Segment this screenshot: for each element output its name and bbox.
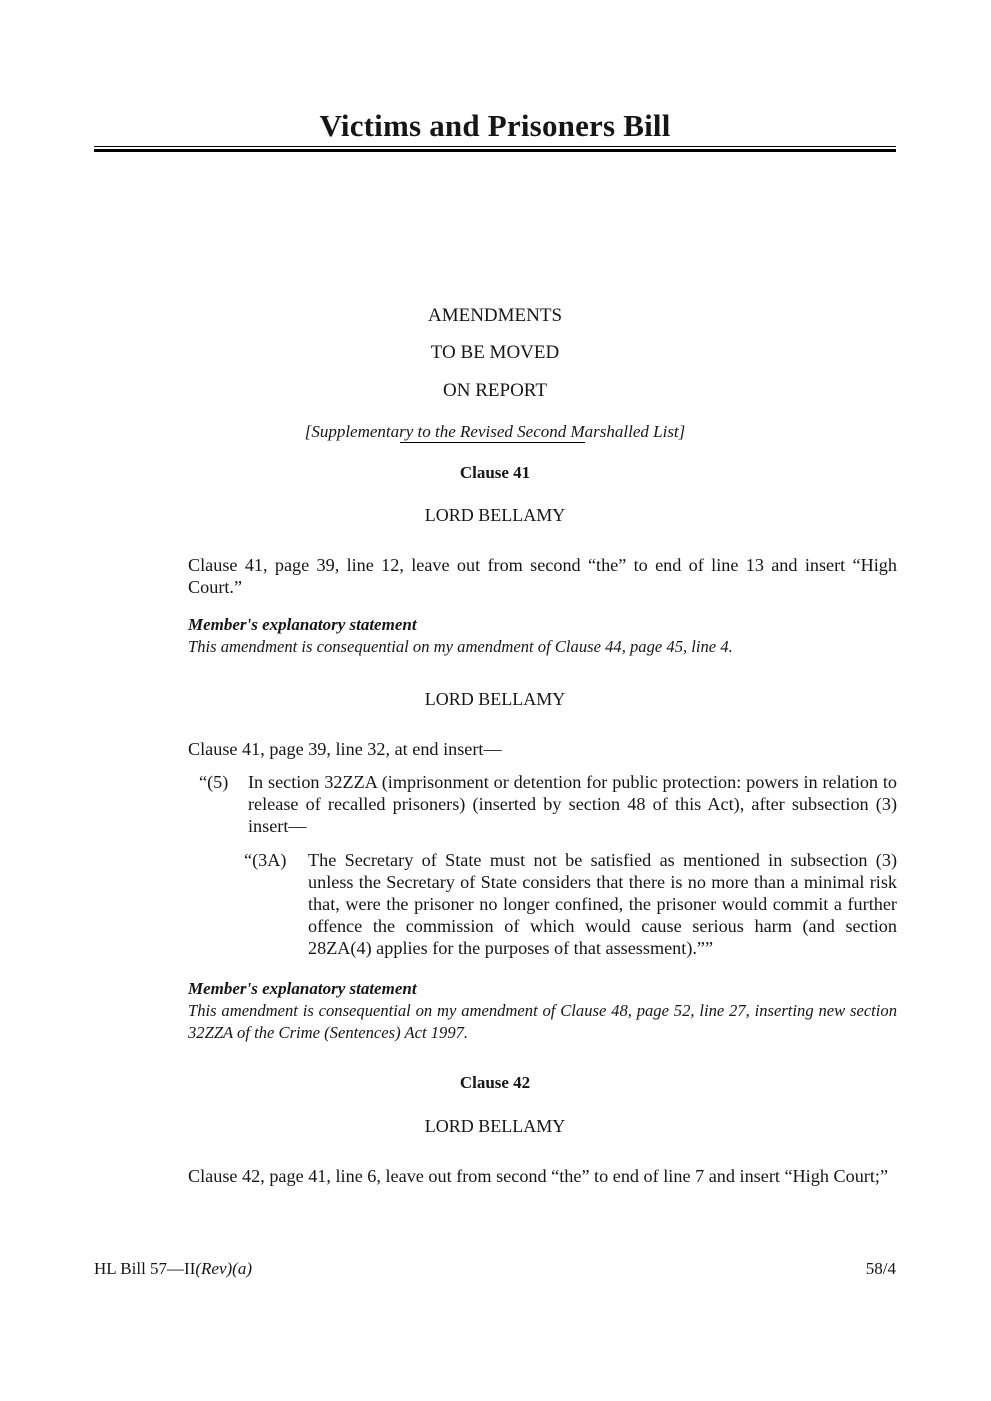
- explanatory-statement-text: This amendment is consequential on my amendment of Clause 44, page 45, line 4.: [188, 637, 733, 656]
- amendment-text: Clause 41, page 39, line 32, at end insert—: [188, 739, 502, 759]
- intro-on-report: ON REPORT: [443, 380, 547, 401]
- footer-bill-reference: [94, 1258, 252, 1280]
- subsection-body: The Secretary of State must not be satisfied as mentioned in subsection (3) unless the Secretary of State considers that there is no more than a minimal risk that, were the prisoner no longer confined, the prisoner would commit a further offence the commission of which would cause serious harm (and section 28ZA(4) applies for the purposes of that assessment).””: [308, 850, 897, 958]
- clause-heading-41: Clause 41: [459, 463, 531, 482]
- intro-to-be-moved: TO BE MOVED: [430, 342, 560, 363]
- bill-ref-prefix: HL Bill 57—II: [94, 1259, 196, 1278]
- title-double-rule: [94, 146, 896, 153]
- intro-amendments: AMENDMENTS: [427, 305, 563, 326]
- subsection-label: “(3A): [244, 850, 287, 870]
- explanatory-statement-text: This amendment is consequential on my amendment of Clause 48, page 52, line 27, inserting new section 32ZZA of the Crime (Sentences) Act 1997.: [188, 1001, 897, 1042]
- amendment-text: Clause 41, page 39, line 12, leave out from second “the” to end of line 13 and insert “High Court.”: [188, 555, 897, 597]
- explanatory-statement-heading: Member's explanatory statement: [188, 979, 417, 998]
- amendment-mover: LORD BELLAMY: [424, 1116, 566, 1136]
- supplementary-note: [Supplementary to the Revised Second Marshalled List]: [304, 422, 686, 441]
- title-rule-thin: [94, 146, 896, 147]
- subsection-label: “(5): [199, 772, 229, 792]
- page-title: Victims and Prisoners Bill: [319, 108, 671, 143]
- inserted-subsection-5: [199, 771, 897, 837]
- inserted-subsection-3a: [244, 849, 897, 959]
- supplementary-underline: [400, 442, 585, 443]
- bill-ref-suffix: (Rev)(a): [195, 1259, 252, 1278]
- explanatory-statement-heading: Member's explanatory statement: [188, 615, 417, 634]
- footer-page-reference: 58/4: [865, 1259, 896, 1278]
- subsection-body: In section 32ZZA (imprisonment or detention for public protection: powers in relation to release of recalled prisoners) (inserted by section 48 of this Act), after subsection (3) insert—: [248, 772, 897, 836]
- title-rule-thick: [94, 149, 896, 152]
- amendment-mover: LORD BELLAMY: [424, 689, 566, 709]
- amendment-mover: LORD BELLAMY: [424, 505, 566, 525]
- amendment-text: Clause 42, page 41, line 6, leave out from second “the” to end of line 7 and insert “High Court;”: [188, 1166, 889, 1186]
- clause-heading-42: Clause 42: [459, 1073, 531, 1092]
